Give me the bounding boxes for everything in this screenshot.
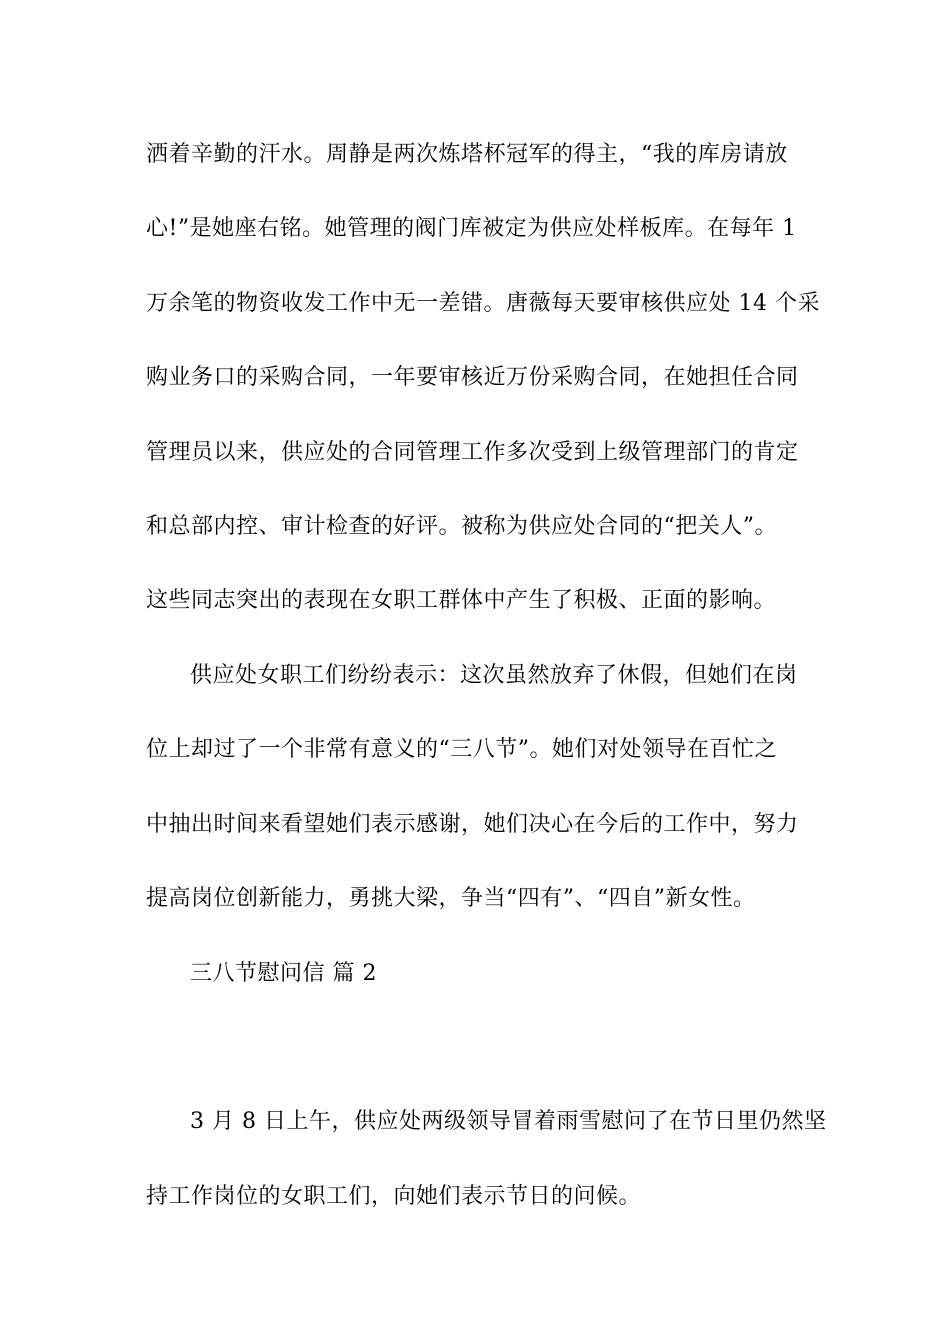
paragraph-3-line-1: 3 月 8 日上午，供应处两级领导冒着雨雪慰问了在节日里仍然坚 [190, 1109, 827, 1134]
paragraph-1-line-2: 心!”是她座右铭。她管理的阀门库被定为供应处样板库。在每年 1 [146, 216, 797, 241]
section-heading: 三八节慰问信 篇 2 [190, 961, 377, 986]
paragraph-2-line-4: 提高岗位创新能力，勇挑大梁，争当“四有”、“四自”新女性。 [146, 886, 756, 911]
paragraph-1-line-4: 购业务口的采购合同，一年要审核近万份采购合同，在她担任合同 [146, 365, 799, 390]
paragraph-2-line-1: 供应处女职工们纷纷表示：这次虽然放弃了休假，但她们在岗 [190, 663, 798, 688]
paragraph-1-line-3: 万余笔的物资收发工作中无一差错。唐薇每天要审核供应处 14 个采 [146, 291, 820, 316]
paragraph-1-line-5: 管理员以来，供应处的合同管理工作多次受到上级管理部门的肯定 [146, 440, 799, 465]
paragraph-2-line-3: 中抽出时间来看望她们表示感谢，她们决心在今后的工作中，努力 [146, 812, 799, 837]
paragraph-1-line-1: 洒着辛勤的汗水。周静是两次炼塔杯冠军的得主，“我的库房请放 [146, 142, 788, 167]
paragraph-1-line-6: 和总部内控、审计检查的好评。被称为供应处合同的“把关人”。 [146, 514, 777, 539]
paragraph-1-line-7: 这些同志突出的表现在女职工群体中产生了积极、正面的影响。 [146, 588, 777, 613]
paragraph-2-line-2: 位上却过了一个非常有意义的“三八节”。她们对处领导在百忙之 [146, 737, 777, 762]
paragraph-3-line-2: 持工作岗位的女职工们，向她们表示节日的问候。 [146, 1184, 642, 1209]
